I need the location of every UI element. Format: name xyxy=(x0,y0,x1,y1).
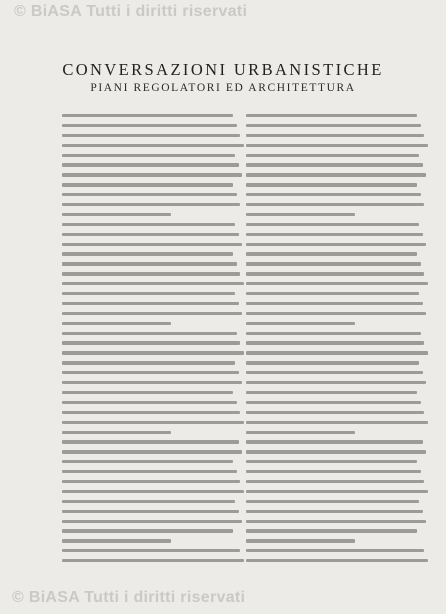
text-line-placeholder xyxy=(62,312,242,315)
text-line-placeholder xyxy=(62,411,240,414)
text-line-placeholder xyxy=(246,262,421,265)
watermark-text: © BiASA Tutti i diritti riservati xyxy=(12,589,246,606)
text-line-placeholder xyxy=(246,460,417,463)
text-line-placeholder xyxy=(246,312,426,315)
text-line-placeholder xyxy=(62,134,240,137)
text-line-placeholder xyxy=(62,282,244,285)
text-line-placeholder xyxy=(246,411,424,414)
text-line-placeholder xyxy=(62,529,233,532)
text-line-placeholder xyxy=(246,272,424,275)
text-line-placeholder xyxy=(246,154,419,157)
text-line-placeholder xyxy=(246,282,428,285)
text-line-placeholder xyxy=(246,381,426,384)
text-line-placeholder xyxy=(62,272,240,275)
text-line-placeholder xyxy=(62,233,239,236)
text-line-placeholder xyxy=(62,391,233,394)
watermark-top xyxy=(0,3,446,25)
text-line-placeholder xyxy=(62,431,171,434)
text-line-placeholder xyxy=(246,529,417,532)
text-line-placeholder xyxy=(246,549,424,552)
text-line-placeholder xyxy=(62,490,244,493)
text-line-placeholder xyxy=(62,114,233,117)
text-line-placeholder xyxy=(246,450,426,453)
text-line-placeholder xyxy=(62,510,239,513)
text-line-placeholder xyxy=(246,559,428,562)
text-line-placeholder xyxy=(62,421,244,424)
text-line-placeholder xyxy=(246,173,426,176)
text-line-placeholder xyxy=(246,233,423,236)
text-line-placeholder xyxy=(62,154,235,157)
text-line-placeholder xyxy=(62,252,233,255)
text-line-placeholder xyxy=(246,480,424,483)
text-line-placeholder xyxy=(62,173,242,176)
text-line-placeholder xyxy=(62,559,244,562)
text-line-placeholder xyxy=(62,480,240,483)
text-line-placeholder xyxy=(62,243,242,246)
text-line-placeholder xyxy=(62,401,237,404)
text-line-placeholder xyxy=(246,144,428,147)
text-line-placeholder xyxy=(62,183,233,186)
text-line-placeholder xyxy=(62,163,239,166)
article-title: CONVERSAZIONI URBANISTICHE xyxy=(62,60,384,79)
text-line-placeholder xyxy=(246,134,424,137)
text-line-placeholder xyxy=(62,223,235,226)
text-line-placeholder xyxy=(246,322,355,325)
article-subtitle: PIANI REGOLATORI ED ARCHITETTURA xyxy=(90,82,356,94)
text-line-placeholder xyxy=(62,322,171,325)
text-line-placeholder xyxy=(62,361,235,364)
text-line-placeholder xyxy=(246,510,423,513)
text-line-placeholder xyxy=(246,163,423,166)
text-line-placeholder xyxy=(246,223,419,226)
text-line-placeholder xyxy=(246,520,426,523)
text-line-placeholder xyxy=(246,302,423,305)
text-line-placeholder xyxy=(246,203,424,206)
text-line-placeholder xyxy=(246,539,355,542)
text-line-placeholder xyxy=(62,539,171,542)
text-line-placeholder xyxy=(62,500,235,503)
text-line-placeholder xyxy=(62,332,237,335)
text-line-placeholder xyxy=(62,193,237,196)
text-line-placeholder xyxy=(62,520,242,523)
text-line-placeholder xyxy=(62,460,233,463)
watermark-bottom xyxy=(0,589,446,611)
text-column-left xyxy=(62,114,244,576)
text-line-placeholder xyxy=(246,391,417,394)
text-line-placeholder xyxy=(62,549,240,552)
text-line-placeholder xyxy=(62,302,239,305)
text-line-placeholder xyxy=(246,421,428,424)
text-line-placeholder xyxy=(246,351,428,354)
text-line-placeholder xyxy=(246,124,421,127)
text-line-placeholder xyxy=(246,332,421,335)
text-line-placeholder xyxy=(62,450,242,453)
text-line-placeholder xyxy=(62,124,237,127)
text-line-placeholder xyxy=(246,183,417,186)
text-line-placeholder xyxy=(62,292,235,295)
text-line-placeholder xyxy=(62,262,237,265)
text-line-placeholder xyxy=(62,440,239,443)
text-line-placeholder xyxy=(246,193,421,196)
text-column-right xyxy=(246,114,428,576)
text-line-placeholder xyxy=(62,213,171,216)
watermark-text: © BiASA Tutti i diritti riservati xyxy=(14,3,248,20)
text-line-placeholder xyxy=(246,361,419,364)
text-line-placeholder xyxy=(246,114,417,117)
text-line-placeholder xyxy=(246,470,421,473)
text-line-placeholder xyxy=(62,341,240,344)
text-line-placeholder xyxy=(62,470,237,473)
text-line-placeholder xyxy=(246,500,419,503)
text-line-placeholder xyxy=(246,213,355,216)
text-line-placeholder xyxy=(62,203,240,206)
text-line-placeholder xyxy=(246,252,417,255)
text-line-placeholder xyxy=(62,371,239,374)
text-line-placeholder xyxy=(246,292,419,295)
text-line-placeholder xyxy=(246,440,423,443)
text-line-placeholder xyxy=(246,490,428,493)
text-line-placeholder xyxy=(246,341,424,344)
text-line-placeholder xyxy=(246,431,355,434)
text-line-placeholder xyxy=(246,371,423,374)
text-line-placeholder xyxy=(62,381,242,384)
text-line-placeholder xyxy=(62,351,244,354)
text-line-placeholder xyxy=(246,401,421,404)
text-line-placeholder xyxy=(62,144,244,147)
text-line-placeholder xyxy=(246,243,426,246)
